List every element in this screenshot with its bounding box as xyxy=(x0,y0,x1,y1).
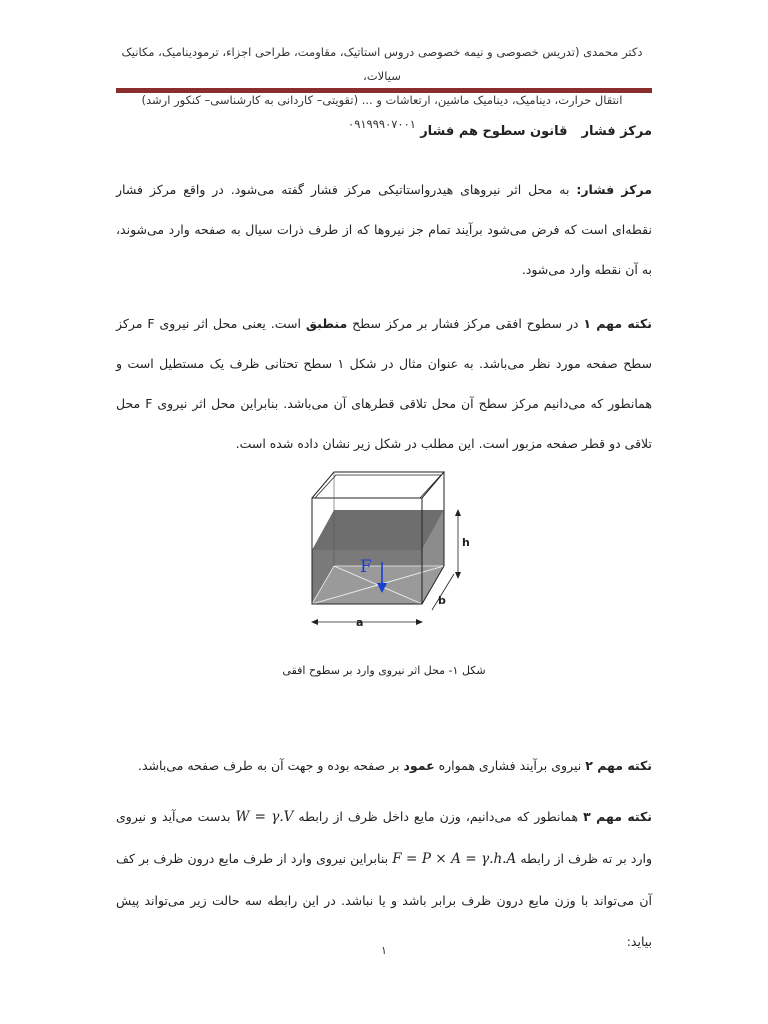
note-2-text-a: نیروی برآیند فشاری همواره xyxy=(434,758,586,773)
note-1-paragraph xyxy=(116,304,652,464)
note-2-label: نکته مهم ۲ xyxy=(585,758,652,773)
note-3-text-b: بدست می‌آید و نیروی وارد بر ته ظرف از رابطه xyxy=(116,809,652,866)
figure-caption: شکل ۱- محل اثر نیروی وارد بر سطوح افقی xyxy=(282,664,486,677)
page-number: ۱ xyxy=(381,944,387,957)
note-1-emphasis: منطبق xyxy=(305,316,348,331)
header-line-2: انتقال حرارت، دینامیک، دینامیک ماشین، ارتعاشات و ... (تقویتی– کاردانی به کارشناسی– کنکور ارشد) ۰۹۱۹۹۹۰۷۰۰۱ xyxy=(141,93,623,131)
liquid-top-surface xyxy=(312,510,444,550)
weight-formula: W = γ.V xyxy=(235,809,294,825)
force-formula: F = P × A = γ.h.A xyxy=(392,851,517,867)
height-arrow-bottom xyxy=(455,572,461,579)
force-label: F xyxy=(360,557,372,577)
note-2-paragraph xyxy=(116,746,652,786)
main-content xyxy=(116,112,652,478)
note-2-emphasis: عمود xyxy=(403,758,435,773)
title-part-1: مرکز فشار xyxy=(581,124,652,139)
note-3-text-c: بنابراین نیروی وارد از طرف مایع درون ظرف بر کف آن می‌تواند با وزن مایع درون ظرف برابر باشد و یا نباشد. در این رابطه سه حالت زیر می‌تواند پیش بیاید: xyxy=(116,851,652,949)
definition-term: مرکز فشار: xyxy=(576,182,652,197)
title-part-2: قانون سطوح هم فشار xyxy=(420,124,568,139)
width-arrow-right xyxy=(416,619,423,625)
width-label: a xyxy=(356,616,364,629)
tank-figure xyxy=(290,462,480,634)
note-3-label: نکته مهم ۳ xyxy=(583,809,652,824)
note-3-paragraph xyxy=(116,796,652,962)
width-arrow-left xyxy=(311,619,318,625)
note-3-text-a: همانطور که می‌دانیم، وزن مایع داخل ظرف از رابطه xyxy=(293,809,584,824)
header-line-1: دکتر محمدی (تدریس خصوصی و نیمه خصوصی دروس استاتیک، مقاومت، طراحی اجزاء، ترمودینامیک، مکانیک سیالات، xyxy=(121,45,643,83)
note-1-text-a: در سطوح افقی مرکز فشار بر مرکز سطح xyxy=(347,316,584,331)
depth-label: b xyxy=(438,594,446,607)
definition-paragraph xyxy=(116,170,652,290)
section-title xyxy=(116,112,652,152)
height-label: h xyxy=(462,536,470,549)
height-arrow-top xyxy=(455,509,461,516)
note-1-label: نکته مهم ۱ xyxy=(583,316,652,331)
note-2-text-b: بر صفحه بوده و جهت آن به طرف صفحه می‌باشد. xyxy=(138,758,404,773)
note-1-text-b: است. یعنی محل اثر نیروی F مرکز سطح صفحه مورد نظر می‌باشد. به عنوان مثال در شکل ۱ سطح تحتانی ظرف یک مستطیل است و همانطور که می‌دانیم مرکز سطح آن محل تلاقی قطرهای آن می‌باشد. بنابراین محل اثر نیروی F محل تلاقی دو قطر صفحه مزبور است. این مطلب در شکل زیر نشان داده شده است. xyxy=(116,316,652,451)
definition-text: به محل اثر نیروهای هیدرواستاتیکی مرکز فشار گفته می‌شود. در واقع مرکز فشار نقطه‌ای است که فرض می‌شود برآیند تمام جز نیروها که از طرف ذرات سیال به صفحه وارد می‌شوند، به آن نقطه وارد می‌شود. xyxy=(116,182,652,277)
header-rule xyxy=(116,88,652,93)
